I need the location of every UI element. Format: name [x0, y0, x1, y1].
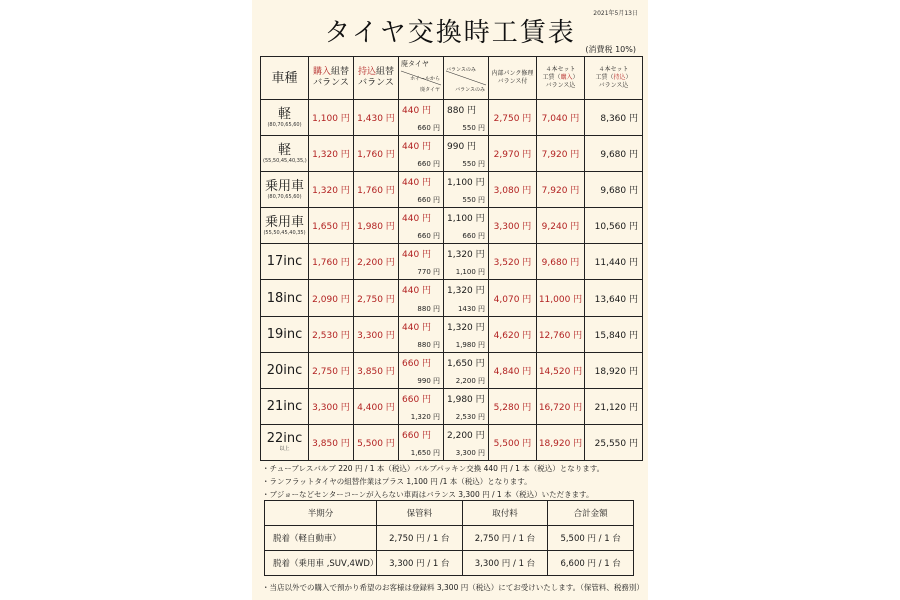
notes: [262, 462, 642, 501]
header-set-buy-l2c: ）: [572, 74, 579, 81]
car-type-cell: [261, 352, 309, 388]
balance-price: 1,980 円: [447, 394, 485, 405]
storage-row: [265, 551, 634, 576]
page-title: タイヤ交換時工賃表: [324, 18, 576, 48]
disposal-cell: [399, 388, 444, 424]
car-type: 19inc: [266, 326, 303, 342]
table-row: [261, 100, 643, 136]
header-set-buy: [537, 57, 585, 100]
balance-alt-price: 1430 円: [457, 304, 485, 313]
buy-price: 3,850 円: [309, 424, 354, 460]
balance-alt-price: 660 円: [462, 232, 485, 241]
balance-alt-price: 2,200 円: [455, 376, 485, 385]
set-buy-price: 7,040 円: [537, 100, 585, 136]
balance-cell: [444, 136, 489, 172]
car-size: 以上: [279, 446, 290, 453]
disposal-wheel-price: 1,650 円: [410, 448, 440, 457]
car-type-cell: [261, 316, 309, 352]
car-size: (80,70,65,60): [267, 121, 302, 128]
disposal-price: 660 円: [402, 358, 432, 369]
bring-price: 1,760 円: [354, 136, 399, 172]
puncture-price: 3,520 円: [489, 244, 537, 280]
disposal-price: 660 円: [402, 394, 432, 405]
storage-cell: 2,750 円 / 1 台: [377, 526, 463, 551]
note-item: ・ランフラットタイヤの組替作業はプラス 1,100 円 /1 本（税込）となります。: [262, 477, 532, 486]
disposal-price: 440 円: [402, 214, 432, 225]
bring-price: 5,500 円: [354, 424, 399, 460]
buy-price: 2,090 円: [309, 280, 354, 316]
set-bring-price: 8,360 円: [585, 100, 643, 136]
table-row: [261, 388, 643, 424]
disposal-cell: [399, 352, 444, 388]
set-buy-price: 14,520 円: [537, 352, 585, 388]
disposal-wheel-price: 660 円: [417, 160, 440, 169]
car-type-cell: [261, 136, 309, 172]
bring-price: 2,200 円: [354, 244, 399, 280]
car-type: 軽: [277, 142, 291, 158]
set-bring-price: 15,840 円: [585, 316, 643, 352]
header-set-buy-l1: ４本セット: [545, 66, 576, 73]
set-buy-price: 12,760 円: [537, 316, 585, 352]
balance-cell: [444, 280, 489, 316]
disposal-cell: [399, 424, 444, 460]
set-buy-price: 7,920 円: [537, 172, 585, 208]
footnote: ・当店以外での購入で預かり希望のお客様は登録料 3,300 円（税込）にてお受けいたします。（保管料、税務別）: [262, 583, 644, 592]
storage-header: 取付料: [462, 501, 548, 526]
balance-price: 1,100 円: [447, 214, 485, 225]
balance-price: 1,320 円: [447, 286, 485, 297]
storage-cell: 5,500 円 / 1 台: [548, 526, 634, 551]
set-buy-price: 11,000 円: [537, 280, 585, 316]
disposal-price: 440 円: [402, 286, 432, 297]
car-type-cell: [261, 388, 309, 424]
balance-cell: [444, 316, 489, 352]
header-puncture: 内部パンク修理バランス付: [489, 57, 537, 100]
buy-price: 2,530 円: [309, 316, 354, 352]
storage-cell: 脱着（軽自動車）: [265, 526, 377, 551]
balance-cell: [444, 208, 489, 244]
balance-cell: [444, 424, 489, 460]
balance-alt-price: 550 円: [462, 196, 485, 205]
disposal-wheel-price: 660 円: [417, 196, 440, 205]
bring-price: 3,850 円: [354, 352, 399, 388]
car-type: 20inc: [266, 362, 303, 378]
car-type-cell: [261, 172, 309, 208]
header-bring-suffix: 組替: [376, 67, 395, 77]
header-car: 車種: [261, 57, 309, 100]
car-type: 乗用車: [264, 178, 304, 194]
header-set-bring: [585, 57, 643, 100]
issue-date: 2021年5月13日: [593, 10, 638, 17]
header-set-buy-l2b: 購入: [560, 74, 573, 81]
car-type: 22inc: [266, 431, 303, 447]
bring-price: 2,750 円: [354, 280, 399, 316]
header-bring-prefix: 持込: [357, 67, 376, 77]
puncture-price: 2,970 円: [489, 136, 537, 172]
set-bring-price: 11,440 円: [585, 244, 643, 280]
set-bring-price: 10,560 円: [585, 208, 643, 244]
disposal-wheel-price: 660 円: [417, 232, 440, 241]
storage-cell: 3,300 円 / 1 台: [377, 551, 463, 576]
note-item: ・ブジョーなどセンターコーンが入らない車両はバランス 3,300 円 / 1 本（税込）いただきます。: [262, 490, 594, 499]
storage-header-row: [265, 501, 634, 526]
table-row: [261, 424, 643, 460]
disposal-wheel-price: 1,320 円: [410, 412, 440, 421]
table-row: [261, 316, 643, 352]
balance-price: 1,100 円: [447, 178, 485, 189]
car-type-cell: [261, 244, 309, 280]
balance-price: 1,320 円: [447, 250, 485, 261]
balance-alt-price: 550 円: [462, 124, 485, 133]
balance-cell: [444, 244, 489, 280]
disposal-wheel-price: 660 円: [417, 124, 440, 133]
puncture-price: 3,300 円: [489, 208, 537, 244]
header-buy-prefix: 購入: [312, 67, 331, 77]
disposal-cell: [399, 280, 444, 316]
disposal-price: 440 円: [402, 322, 432, 333]
storage-cell: 脱着（乗用車 ,SUV,4WD）: [265, 551, 377, 576]
storage-header: 半期分: [265, 501, 377, 526]
buy-price: 1,100 円: [309, 100, 354, 136]
disposal-cell: [399, 136, 444, 172]
bring-price: 1,430 円: [354, 100, 399, 136]
car-type: 17inc: [266, 254, 303, 270]
balance-alt-price: 550 円: [462, 160, 485, 169]
set-bring-price: 9,680 円: [585, 136, 643, 172]
puncture-price: 3,080 円: [489, 172, 537, 208]
disposal-cell: [399, 208, 444, 244]
set-bring-price: 18,920 円: [585, 352, 643, 388]
table-row: [261, 280, 643, 316]
set-buy-price: 9,240 円: [537, 208, 585, 244]
set-buy-price: 16,720 円: [537, 388, 585, 424]
puncture-price: 4,620 円: [489, 316, 537, 352]
bring-price: 1,980 円: [354, 208, 399, 244]
header-balance: [444, 57, 489, 100]
header-disposal: [399, 57, 444, 100]
set-buy-price: 9,680 円: [537, 244, 585, 280]
header-bring-line2: バランス: [358, 78, 394, 88]
bring-price: 3,300 円: [354, 316, 399, 352]
header-disposal-title: 廃タイヤ: [401, 60, 429, 68]
balance-price: 2,200 円: [447, 430, 485, 441]
note-item: ・チューブレスバルブ 220 円 / 1 本（税込）バルブパッキン交換 440 円 / 1 本（税込）となります。: [262, 464, 605, 473]
car-size: (80,70,65,60): [267, 193, 302, 200]
car-type-cell: [261, 424, 309, 460]
header-buy-suffix: 組替: [331, 67, 350, 77]
disposal-price: 440 円: [402, 178, 432, 189]
buy-price: 1,650 円: [309, 208, 354, 244]
car-type-cell: [261, 100, 309, 136]
header-disposal-bot: 廃タイヤ: [420, 87, 440, 93]
disposal-wheel-price: 990 円: [417, 376, 440, 385]
header-set-bring-l2c: ）: [625, 74, 632, 81]
car-type: 乗用車: [264, 214, 304, 230]
disposal-cell: [399, 172, 444, 208]
car-type: 21inc: [266, 398, 303, 414]
balance-alt-price: 1,100 円: [455, 268, 485, 277]
balance-alt-price: 1,980 円: [455, 340, 485, 349]
balance-alt-price: 2,530 円: [455, 412, 485, 421]
table-row: [261, 136, 643, 172]
header-set-bring-l3: バランス込: [598, 82, 629, 89]
car-type-cell: [261, 280, 309, 316]
buy-price: 1,320 円: [309, 136, 354, 172]
balance-price: 880 円: [447, 106, 477, 116]
buy-price: 2,750 円: [309, 352, 354, 388]
storage-row: [265, 526, 634, 551]
header-set-bring-l2a: 工賃（: [595, 74, 614, 81]
storage-header: 合計金額: [548, 501, 634, 526]
car-type: 軽: [277, 106, 291, 122]
table-row: [261, 208, 643, 244]
set-buy-price: 7,920 円: [537, 136, 585, 172]
storage-cell: 2,750 円 / 1 台: [462, 526, 548, 551]
buy-price: 3,300 円: [309, 388, 354, 424]
disposal-cell: [399, 316, 444, 352]
table-row: [261, 172, 643, 208]
disposal-price: 440 円: [402, 106, 432, 116]
car-size: (55,50,45,40,35,): [263, 157, 307, 164]
set-buy-price: 18,920 円: [537, 424, 585, 460]
disposal-wheel-price: 770 円: [417, 268, 440, 277]
disposal-price: 660 円: [402, 430, 432, 441]
balance-cell: [444, 352, 489, 388]
disposal-cell: [399, 244, 444, 280]
set-bring-price: 21,120 円: [585, 388, 643, 424]
puncture-price: 5,500 円: [489, 424, 537, 460]
storage-cell: 6,600 円 / 1 台: [548, 551, 634, 576]
car-type: 18inc: [266, 290, 303, 306]
car-size: (55,50,45,40,35): [263, 229, 306, 236]
disposal-wheel-price: 880 円: [417, 304, 440, 313]
balance-cell: [444, 100, 489, 136]
header-set-buy-l3: バランス込: [545, 82, 576, 89]
puncture-price: 4,840 円: [489, 352, 537, 388]
bring-price: 4,400 円: [354, 388, 399, 424]
table-row: [261, 352, 643, 388]
disposal-price: 440 円: [402, 250, 432, 261]
header-bring: [354, 57, 399, 100]
header-balance-bot: バランスのみ: [455, 87, 485, 93]
balance-price: 990 円: [447, 142, 477, 153]
puncture-price: 2,750 円: [489, 100, 537, 136]
storage-header: 保管料: [377, 501, 463, 526]
buy-price: 1,760 円: [309, 244, 354, 280]
tax-note: (消費税 10%): [585, 45, 636, 54]
header-row: [261, 57, 643, 100]
balance-cell: [444, 172, 489, 208]
balance-alt-price: 3,300 円: [455, 448, 485, 457]
disposal-cell: [399, 100, 444, 136]
set-bring-price: 9,680 円: [585, 172, 643, 208]
header-buy-line2: バランス: [313, 78, 349, 88]
balance-price: 1,320 円: [447, 322, 485, 333]
header-set-bring-l1: ４本セット: [598, 66, 629, 73]
storage-table: [264, 500, 634, 576]
bring-price: 1,760 円: [354, 172, 399, 208]
disposal-price: 440 円: [402, 142, 432, 153]
price-sheet: [252, 0, 648, 600]
table-row: [261, 244, 643, 280]
balance-cell: [444, 388, 489, 424]
set-bring-price: 25,550 円: [585, 424, 643, 460]
set-bring-price: 13,640 円: [585, 280, 643, 316]
header-set-bring-l2b: 持込: [613, 74, 626, 81]
puncture-price: 5,280 円: [489, 388, 537, 424]
car-type-cell: [261, 208, 309, 244]
price-table: [260, 56, 643, 461]
buy-price: 1,320 円: [309, 172, 354, 208]
storage-cell: 3,300 円 / 1 台: [462, 551, 548, 576]
header-disposal-mid: ホイールから: [410, 76, 440, 82]
disposal-wheel-price: 880 円: [417, 340, 440, 349]
balance-price: 1,650 円: [447, 358, 485, 369]
header-balance-top: バランスのみ: [446, 67, 476, 73]
header-set-buy-l2a: 工賃（: [542, 74, 561, 81]
puncture-price: 4,070 円: [489, 280, 537, 316]
header-buy: [309, 57, 354, 100]
